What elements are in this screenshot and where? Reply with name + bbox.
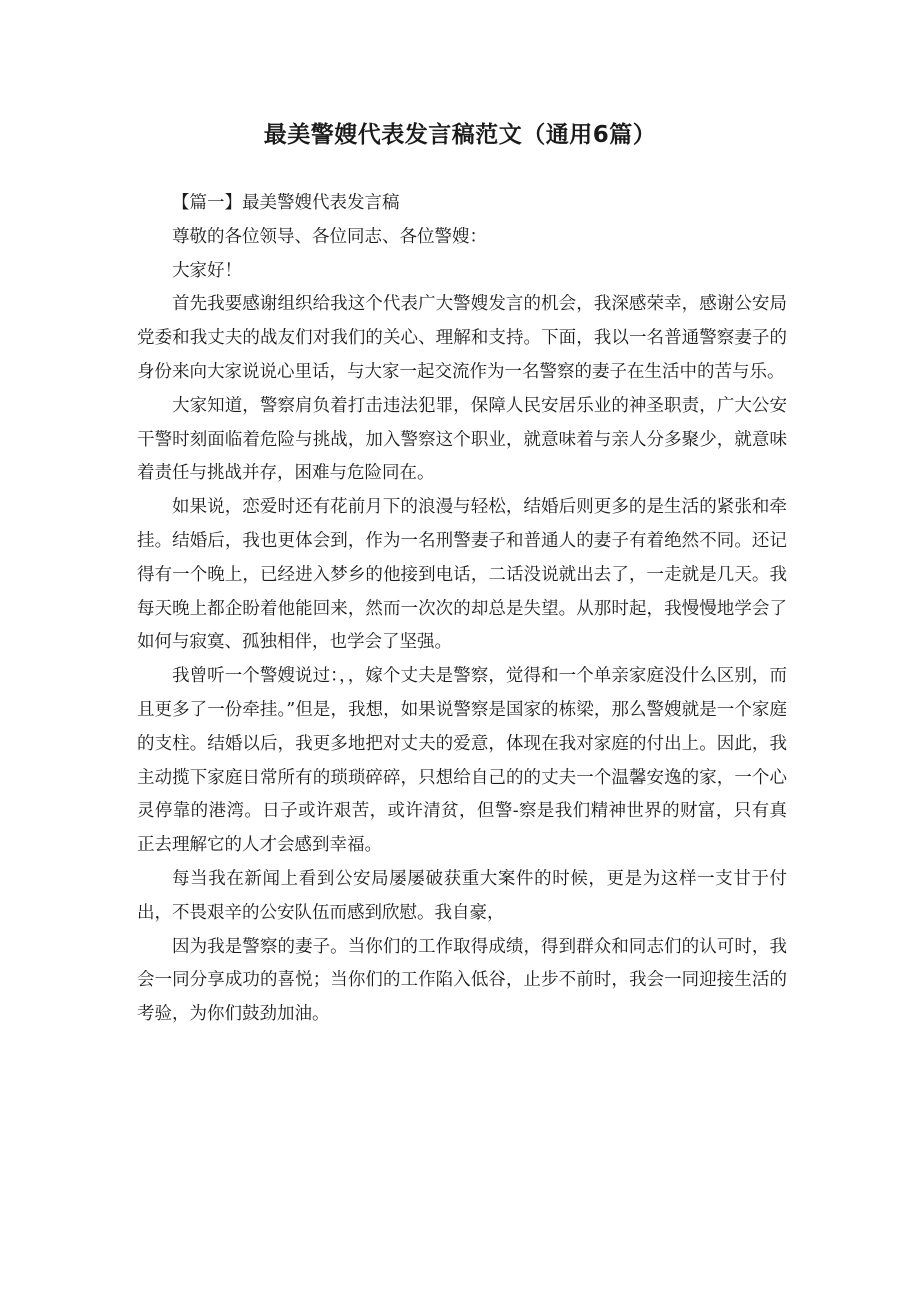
paragraph: 如果说，恋爱时还有花前月下的浪漫与轻松，结婚后则更多的是生活的紧张和牵挂。结婚后，我也更体会到，作为一名刑警妻子和普通人的妻子有着绝然不同。还记得有一个晚上，已经进入梦乡的他接到电话，二话没说就出去了，一走就是几天。我每天晚上都企盼着他能回来，然而一次次的却总是失望。从那时起，我慢慢地学会了如何与寂寞、孤独相伴，也学会了坚强。 (137, 497, 787, 653)
greeting: 大家好！ (172, 260, 242, 281)
paragraph: 每当我在新闻上看到公安局屡屡破获重大案件的时候，更是为这样一支甘于付出，不畏艰辛的公安队伍而感到欣慰。我自豪， (137, 868, 787, 923)
salutation: 尊敬的各位领导、各位同志、各位警嫂： (172, 226, 487, 247)
paragraph: 大家知道，警察肩负着打击违法犯罪，保障人民安居乐业的神圣职责，广大公安干警时刻面临着危险与挑战，加入警察这个职业，就意味着与亲人分多聚少，就意味着责任与挑战并存，困难与危险同在。 (137, 395, 787, 484)
paragraph: 因为我是警察的妻子。当你们的工作取得成绩，得到群众和同志们的认可时，我会一同分享成功的喜悦；当你们的工作陷入低谷，止步不前时，我会一同迎接生活的考验，为你们鼓劲加油。 (137, 936, 787, 1025)
paragraph: 首先我要感谢组织给我这个代表广大警嫂发言的机会，我深感荣幸，感谢公安局党委和我丈夫的战友们对我们的关心、理解和支持。下面，我以一名普通警察妻子的身份来向大家说说心里话，与大家一起交流作为一名警察的妻子在生活中的苦与乐。 (137, 294, 787, 382)
paragraph: 我曾听一个警嫂说过：，，嫁个丈夫是警察，觉得和一个单亲家庭没什么区别，而且更多了一份牵挂。”但是，我想，如果说警察是国家的栋梁，那么警嫂就是一个家庭的支柱。结婚以后，我更多地把对丈夫的爱意，体现在我对家庭的付出上。因此，我主动揽下家庭日常所有的琐琐碎碎，只想给自己的的丈夫一个温馨安逸的家，一个心灵停靠的港湾。日子或许艰苦，或许清贫，但警-察是我们精神世界的财富，只有真正去理解它的人才会感到幸福。 (137, 666, 787, 856)
document-title: 最美警嫂代表发言稿范文（通用6篇） (263, 122, 657, 148)
document-body (137, 187, 787, 1032)
section-heading: 【篇一】最美警嫂代表发言稿 (172, 193, 400, 213)
